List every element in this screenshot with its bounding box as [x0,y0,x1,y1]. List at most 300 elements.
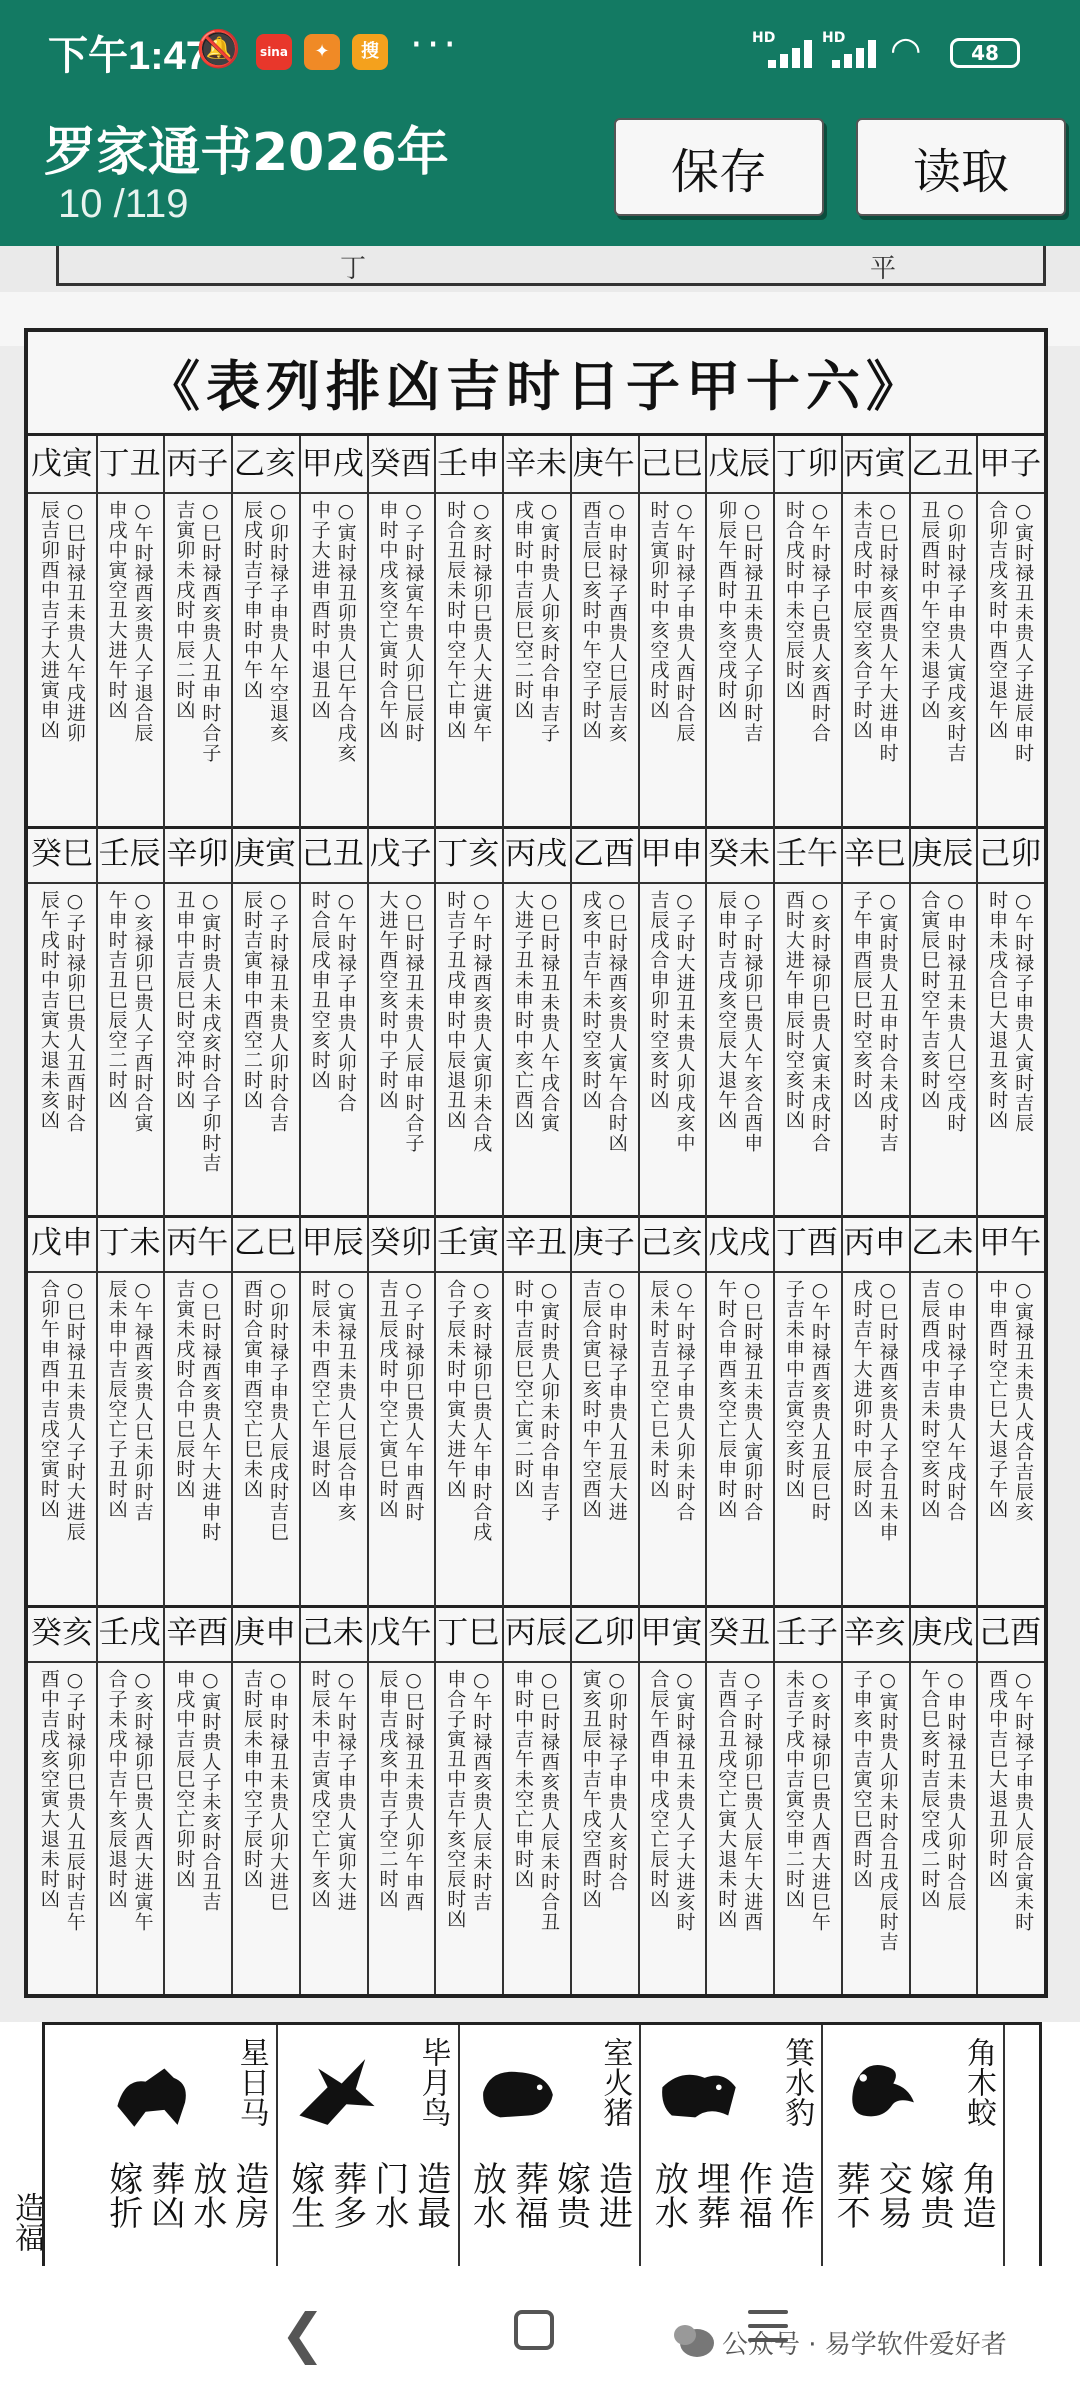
hour-text-line: 吉寅卯未戌时中辰二时凶 [173,500,196,720]
hour-text-line: 时辰未中吉寅戌空亡午亥凶 [308,1668,331,1909]
constellation-card [278,2025,460,2266]
column-divider [570,436,572,1994]
day-name: 甲午 [979,1225,1042,1261]
hour-text-line: ○卯时禄子申贵人午空退亥 [267,500,290,743]
hour-text-line: 午时合申酉亥空亡辰申时凶 [715,1279,738,1519]
home-icon[interactable] [514,2310,554,2350]
activity-text: 作福 [732,2161,773,2229]
hour-text-line: ○巳时禄酉亥贵人丑申时合子 [199,500,222,763]
hour-text-cell [705,1279,773,1599]
hour-text-line: 合子未戌中吉午亥辰退时凶 [105,1668,128,1909]
hour-text-cell [502,890,570,1210]
table-title: 《表列排凶吉时日子甲十六》 [28,332,1044,436]
hour-text-cell [28,890,96,1210]
activity-text: 葬福 [508,2161,549,2229]
hour-text-cell [638,1279,706,1599]
hour-text-line: 酉时合寅申酉空亡巳未凶 [241,1279,264,1499]
day-name: 丁卯 [775,446,838,482]
column-divider [367,436,369,1994]
day-name: 丙寅 [843,446,906,482]
day-name: 辛亥 [843,1614,906,1651]
hour-text-line: ○巳时禄酉亥贵人辰未时合丑 [537,1668,560,1932]
band-divider [28,1215,1044,1218]
day-name: 乙卯 [572,1614,635,1651]
constellation-beast-icon [472,2047,566,2137]
hour-text-line: ○寅时贵人卯未时合丑戌辰时吉 [876,1668,899,1952]
previous-table-edge [0,246,1080,292]
hour-text-line: ○巳时禄酉亥贵人寅午合时凶 [605,889,628,1153]
hour-text-cell [976,890,1044,1210]
day-name: 辛未 [504,446,567,482]
hour-text-line: 申时中戌亥空亡寅时合午凶 [376,500,399,740]
document-page[interactable] [0,246,1080,2266]
column-divider [299,436,301,1994]
column-divider [231,436,233,1994]
hour-text-line: 大进午酉空亥时中子时凶 [376,889,399,1110]
hour-text-cell [705,1669,773,1989]
hour-text-cell [773,500,841,820]
hour-text-line: 辰未申中吉辰空亡子丑时凶 [105,1279,128,1519]
hour-text-line: 午合巳亥时吉辰空戌二时凶 [918,1668,941,1909]
day-name: 己未 [301,1614,364,1651]
day-name: 己卯 [979,835,1042,872]
day-name: 癸亥 [30,1614,93,1651]
day-name: 辛卯 [166,835,229,872]
constellation-card [823,2025,1005,2266]
hour-text-cell [163,1279,231,1599]
hour-text-line: ○卯时禄子申贵人辰戌时吉巳 [267,1279,290,1542]
hour-text-cell [638,500,706,820]
hour-text-line: 辰午戌时中吉寅大退未亥凶 [37,889,60,1130]
day-name: 丙申 [843,1225,906,1261]
hour-text-line: 吉时辰未申中空子辰时凶 [241,1668,264,1889]
hour-text-line: 中申酉时空亡巳大退子午凶 [986,1279,1009,1519]
activity-text: 造作 [774,2161,815,2229]
column-divider [705,436,707,1994]
hour-text-line: 吉丑辰戌时中空亡寅巳时凶 [376,1279,399,1519]
day-name: 丁丑 [98,446,161,482]
band-divider [28,826,1044,829]
day-row-divider [28,1661,1044,1663]
column-divider [909,436,911,1994]
day-name: 己酉 [979,1614,1042,1651]
hour-text-line: 时吉子丑戌申时中辰退丑凶 [444,889,467,1130]
hour-text-line: ○子时禄卯巳贵人丑酉时合 [63,889,86,1133]
hour-text-line: ○亥时禄卯巳贵人酉大进巳午 [808,1668,831,1932]
day-row-divider [28,882,1044,884]
day-name: 丁巳 [437,1614,500,1651]
hour-text-line: ○午时禄子申贵人寅卯大进 [334,1668,357,1912]
activity-text: 葬多 [326,2161,367,2229]
hour-text-cell [163,500,231,820]
day-row-divider [28,492,1044,494]
hour-text-line: ○午时禄子申贵人酉时合辰 [673,500,696,743]
constellation-beast-icon [653,2047,747,2137]
column-divider [773,436,775,1994]
day-name: 壬戌 [98,1614,161,1651]
mute-icon: 🔕 [196,29,241,70]
day-name: 己巳 [640,446,703,482]
day-row-divider [28,1271,1044,1273]
day-name: 辛丑 [504,1225,567,1261]
hour-text-line: 吉寅未戌时合中巳辰时凶 [173,1279,196,1499]
hour-text-line: 吉辰酉戌中吉未时空亥时凶 [918,1279,941,1519]
hour-text-line: ○寅时贵人卯亥时合申吉子 [537,500,560,743]
day-name: 丁酉 [775,1225,838,1261]
hour-text-cell [434,890,502,1210]
day-name: 丙辰 [504,1614,567,1651]
hour-text-cell [299,1669,367,1989]
status-bar [0,0,1080,96]
day-name: 己丑 [301,835,364,872]
day-name: 戊子 [369,835,432,872]
hour-text-cell [96,1669,164,1989]
activity-text: 嫁生 [284,2161,325,2229]
hour-text-line: ○申时禄子酉贵人巳辰吉亥 [605,500,628,743]
hour-text-cell [841,1279,909,1599]
day-name: 辛巳 [843,835,906,872]
load-button[interactable]: 读取 [856,118,1066,216]
hour-text-line: ○卯时禄子申贵人寅戌亥时吉 [944,500,967,763]
hour-text-line: ○午时禄子申贵人寅时吉辰 [1012,889,1035,1133]
activity-text: 嫁贵 [550,2161,591,2229]
hour-text-cell [570,890,638,1210]
signal-icon [760,40,812,68]
hour-text-cell [163,890,231,1210]
watermark [680,2324,1007,2361]
hour-text-cell [773,1279,841,1599]
hour-text-line: ○寅时禄丑卯贵人巳午合戌亥 [334,500,357,763]
day-name: 戊寅 [30,446,93,482]
hour-text-cell [638,1669,706,1989]
activity-text: 交易 [872,2161,913,2229]
hour-text-line: ○午时禄子巳贵人亥酉时合 [808,500,831,743]
hour-text-cell [909,500,977,820]
activity-text: 造房 [228,2161,269,2229]
hour-text-line: 午申时吉丑巳辰空二时凶 [105,889,128,1110]
hour-text-line: ○寅时贵人卯未时合申吉子 [537,1279,560,1522]
day-name: 乙酉 [572,835,635,872]
hour-text-cell [841,890,909,1210]
hour-text-cell [299,890,367,1210]
constellation-name: 星日马 [233,2037,269,2127]
hour-text-line: 申时中吉午未空亡申时凶 [511,1668,534,1889]
hour-text-line: ○巳时禄丑未贵人卯午申酉 [402,1668,425,1912]
hour-text-line: ○午时禄酉亥贵人辰未时吉 [470,1668,493,1912]
hour-text-line: 申戌中吉辰巳空亡卯时凶 [173,1668,196,1889]
day-name: 丙子 [166,446,229,482]
constellation-name: 毕月鸟 [415,2037,451,2127]
hour-text-line: ○午时禄酉亥贵人子退合辰 [131,500,154,743]
activity-text: 放水 [186,2161,227,2229]
hour-text-line: 丑申中吉辰巳时空冲时凶 [173,889,196,1110]
column-divider [976,436,978,1994]
hour-text-cell [434,1669,502,1989]
hour-text-line: ○巳时禄丑未贵人午戌进卯 [63,500,86,743]
hour-text-line: 辰时吉寅申中酉空二时凶 [241,889,264,1110]
hour-text-line: ○巳时禄丑未贵人子时大进辰 [63,1279,86,1542]
hour-text-cell [28,500,96,820]
navigation-bar [0,2266,1080,2400]
hour-text-cell [231,1279,299,1599]
hour-text-line: 时合丑辰未时中空午亡申凶 [444,500,467,740]
column-divider [434,436,436,1994]
hour-text-line: ○卯时禄子申贵人亥时合 [605,1668,628,1892]
activity-text: 埋葬 [690,2161,731,2229]
hour-text-line: 辰申吉戌亥中吉子空二时凶 [376,1668,399,1909]
hour-text-line: ○巳时禄丑未贵人午戌合寅 [537,889,560,1133]
hour-text-line: ○寅时禄丑未贵人子大进亥时 [673,1668,696,1932]
hour-text-cell [96,1279,164,1599]
hour-text-line: ○申时禄丑未贵人巳空戌时 [944,889,967,1133]
hour-text-cell [773,890,841,1210]
day-name: 辛酉 [166,1614,229,1651]
hour-text-cell [434,500,502,820]
hour-text-line: 卯辰午酉时中亥空戌时凶 [715,500,738,720]
hour-text-cell [705,500,773,820]
app-title: 罗家通书2026年 [44,123,449,183]
day-name: 戊戌 [708,1225,771,1261]
left-edge-text: 造福 [9,2192,44,2252]
signal-icon-2 [830,40,882,68]
hour-text-line: 合寅辰巳时空午吉亥时凶 [918,889,941,1110]
day-name: 壬申 [437,446,500,482]
constellation-activities [468,2161,632,2229]
hour-text-line: ○寅禄丑未贵人巳辰合申亥 [334,1279,357,1522]
day-name: 乙巳 [234,1225,297,1261]
hour-text-line: 未吉戌时中辰空亥合子时凶 [850,500,873,740]
hour-text-cell [367,1669,435,1989]
hour-text-cell [570,1279,638,1599]
hour-text-cell [96,890,164,1210]
hour-text-line: 酉戌中吉巳大退丑卯时凶 [986,1668,1009,1889]
hour-text-line: 时合辰戌申丑空亥时凶 [308,889,331,1090]
column-divider [638,436,640,1994]
day-name: 戊申 [30,1225,93,1261]
hour-text-cell [231,890,299,1210]
hour-text-cell [367,890,435,1210]
hour-text-cell [638,890,706,1210]
hour-text-line: ○寅时贵人丑申时合未戌时吉 [876,889,899,1153]
hour-text-line: ○亥时禄卯巳贵人寅未戌时合 [808,889,831,1153]
hour-text-line: 酉吉辰巳亥时中午空子时凶 [579,500,602,740]
hour-text-line: ○巳时禄丑未贵人辰申时合子 [402,889,425,1153]
day-name: 甲戌 [301,446,364,482]
activity-text: 放水 [648,2161,689,2229]
hour-text-cell [28,1279,96,1599]
hour-text-line: ○子时禄丑未贵人卯时合吉 [267,889,290,1133]
day-name: 壬寅 [437,1225,500,1261]
status-time: 下午1:47 [48,34,209,78]
hour-text-line: 吉辰合寅巳亥时中午空酉凶 [579,1279,602,1519]
hour-text-line: ○子时禄卯巳贵人丑辰时吉午 [63,1668,86,1932]
wechat-icon [680,2329,714,2357]
column-divider [96,436,98,1994]
day-name: 甲申 [640,835,703,872]
hour-text-line: ○亥时禄卯巳贵人午申时合戌 [470,1279,493,1542]
hour-text-cell [841,1669,909,1989]
hour-text-cell [570,1669,638,1989]
hour-text-line: 合卯吉戌亥时中酉空退午凶 [986,500,1009,740]
more-notifications-icon: ··· [410,22,461,68]
day-name: 庚申 [234,1614,297,1651]
hour-text-line: 申戌中寅空丑大进午时凶 [105,500,128,720]
hour-text-line: ○申时禄丑未贵人卯时合辰 [944,1668,967,1912]
day-name: 甲辰 [301,1225,364,1261]
hour-text-line: ○申时禄子申贵人丑辰大进 [605,1279,628,1522]
sina-app-icon: sina [256,34,292,70]
column-divider [502,436,504,1994]
hour-text-line: ○寅禄丑未贵人戌合吉辰亥 [1012,1279,1035,1522]
app-bar [0,96,1080,246]
hour-text-line: 酉时大进午申辰时空亥时凶 [782,889,805,1130]
hour-text-line: ○亥禄卯巳贵人子酉时合寅 [131,889,154,1133]
activity-text: 角造 [956,2161,997,2229]
constellation-beast-icon [290,2047,384,2137]
constellation-card [460,2025,642,2266]
hour-text-line: ○巳时禄酉亥贵人午大进申时 [199,1279,222,1542]
prev-mark-2: 平 [870,254,897,284]
hour-text-line: ○午时禄子申贵人卯未时合 [673,1279,696,1522]
save-button[interactable]: 保存 [614,118,824,216]
hour-text-line: 合辰午酉申中戌空亡辰时凶 [647,1668,670,1909]
day-name: 丙午 [166,1225,229,1261]
activity-text: 嫁贵 [914,2161,955,2229]
hour-text-line: 辰戌时吉子申时中午凶 [241,500,264,700]
hour-text-line: 子午申酉辰巳时空亥时凶 [850,889,873,1110]
hour-text-line: 戌申时中吉辰巳空二时凶 [511,500,534,720]
hour-text-line: ○巳时禄亥酉贵人午大进申时 [876,500,899,763]
hour-text-cell [705,890,773,1210]
day-name: 癸卯 [369,1225,432,1261]
hour-text-cell [773,1669,841,1989]
day-name: 壬子 [775,1614,838,1651]
hour-text-cell [841,500,909,820]
hour-text-cell [367,500,435,820]
hour-text-cell [163,1669,231,1989]
hour-text-line: ○巳时禄酉亥贵人子合丑未申 [876,1279,899,1542]
constellation-beast-icon [108,2047,202,2137]
wifi-icon: ◠ [890,30,922,71]
hour-text-cell [299,500,367,820]
day-name: 癸未 [708,835,771,872]
hour-text-line: ○巳时禄丑未贵人寅卯时合 [741,1279,764,1522]
hour-text-line: 吉酉合丑戌空亡寅大退未时凶 [715,1668,738,1929]
page-indicator: 10 /119 [58,182,189,226]
day-name: 庚戌 [911,1614,974,1651]
day-name: 壬午 [775,835,838,872]
hour-text-line: ○午时禄子申贵人卯时合 [334,889,357,1113]
hour-text-line: 时吉寅卯时中亥空戌时凶 [647,500,670,720]
day-name: 戊午 [369,1614,432,1651]
hour-text-line: 戌时吉午大进卯时中辰时凶 [850,1279,873,1519]
battery-icon: 48 [950,38,1020,68]
hour-text-line: 酉中吉戌亥空寅大退未时凶 [37,1668,60,1909]
hour-text-line: ○午时禄酉亥贵人寅卯未合戌 [470,889,493,1153]
hour-text-cell [367,1279,435,1599]
hour-text-line: 辰吉卯酉中吉子大进寅申凶 [37,500,60,740]
hour-text-cell [976,500,1044,820]
hour-text-cell [502,1669,570,1989]
hour-text-line: 寅亥丑辰中吉午戌空酉时凶 [579,1668,602,1909]
hour-text-line: ○申时禄丑未贵人卯大进巳 [267,1668,290,1912]
hour-text-line: 戌亥中吉午未时空亥时凶 [579,889,602,1110]
constellation-strip [0,2022,1080,2266]
constellation-activities [649,2161,813,2229]
column-divider [841,436,843,1994]
day-name: 乙未 [911,1225,974,1261]
watermark-text: 公众号 · 易学软件爱好者 [722,2330,1007,2360]
day-name: 甲子 [979,446,1042,482]
activity-text: 葬凶 [144,2161,185,2229]
day-name: 庚寅 [234,835,297,872]
activity-text: 造最 [410,2161,451,2229]
constellation-activities [831,2161,995,2229]
hour-text-line: 辰未时吉丑空亡巳未时凶 [647,1279,670,1499]
day-name: 乙丑 [911,446,974,482]
activity-text: 放水 [466,2161,507,2229]
hour-text-line: ○子时禄寅午贵人卯巳辰时 [402,500,425,743]
hour-text-line: 子吉未申中吉寅空亥时凶 [782,1279,805,1499]
network-label: HD [752,30,776,46]
day-name: 癸巳 [30,835,93,872]
constellation-beast-icon [835,2047,929,2137]
hour-text-cell [909,890,977,1210]
hour-text-line: 吉辰戌合申卯时空亥时凶 [647,889,670,1110]
constellation-activities [286,2161,450,2229]
hour-text-line: 时申未戌合巳大退丑亥时凶 [986,889,1009,1130]
back-icon[interactable]: ❮ [280,2302,326,2365]
constellation-activities [104,2161,268,2229]
hour-text-cell [976,1669,1044,1989]
hour-text-line: 申合子寅丑中吉午亥空辰时凶 [444,1668,467,1929]
hour-text-cell [299,1279,367,1599]
prev-mark-1: 丁 [340,254,367,284]
hour-text-cell [502,1279,570,1599]
hour-text-line: ○巳时禄丑未贵人子卯时吉 [741,500,764,743]
hour-text-line: ○寅时贵人子未亥时合丑吉 [199,1668,222,1912]
hour-text-line: 时辰未中酉空亡午退时凶 [308,1279,331,1499]
day-name: 戊辰 [708,446,771,482]
hour-text-line: ○寅时禄丑未贵人子进辰申时 [1012,500,1035,763]
hour-text-line: 中子大进申酉时中退丑凶 [308,500,331,720]
hour-text-line: 合子辰未时中寅大进午凶 [444,1279,467,1499]
hour-text-line: 子申亥中吉寅空巳酉时凶 [850,1668,873,1889]
band-divider [28,1605,1044,1608]
hour-text-line: ○子时禄卯巳贵人辰午大进酉 [741,1668,764,1932]
column-divider [163,436,165,1994]
auspicious-hours-table [24,328,1048,1998]
hour-text-line: 辰申时吉戌亥空辰大退午凶 [715,889,738,1130]
activity-text: 嫁折 [102,2161,143,2229]
day-name: 庚子 [572,1225,635,1261]
constellation-name: 角木蛟 [960,2037,996,2127]
day-name: 壬辰 [98,835,161,872]
activity-text: 葬不 [830,2161,871,2229]
hour-text-line: ○午禄酉亥贵人巳未卯时吉 [131,1279,154,1522]
hour-text-line: 时合戌时中未空辰时凶 [782,500,805,700]
hour-text-line: ○亥时禄卯巳贵人酉大进寅午 [131,1668,154,1932]
constellation-card [641,2025,823,2266]
day-name: 甲寅 [640,1614,703,1651]
hour-text-cell [96,500,164,820]
hour-text-cell [28,1669,96,1989]
network-label-2: HD [822,30,846,46]
hour-text-line: ○寅时贵人未戌亥时合子卯时吉 [199,889,222,1173]
day-name: 丁亥 [437,835,500,872]
day-name: 癸丑 [708,1614,771,1651]
hour-text-line: 丑辰酉时中午空未退子凶 [918,500,941,720]
